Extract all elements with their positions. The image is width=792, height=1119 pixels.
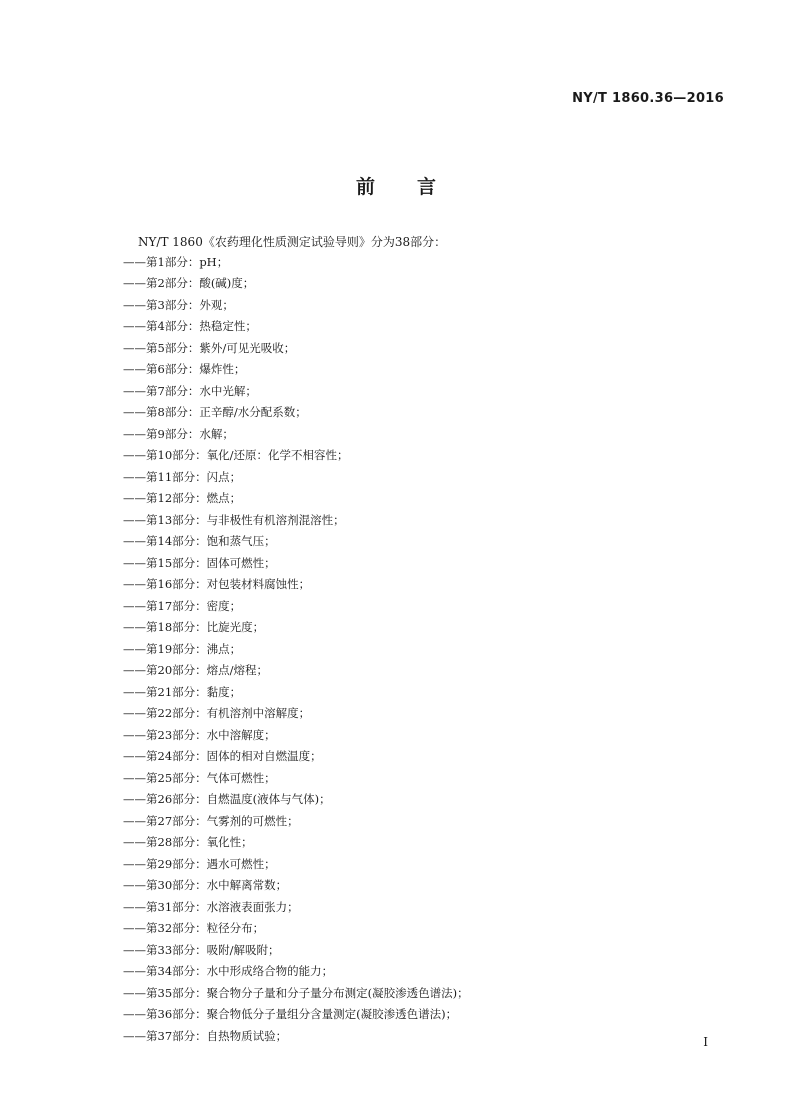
parts-list (123, 252, 469, 1048)
list-item: ——第14部分：饱和蒸气压； (123, 534, 276, 548)
standard-number: NY/T 1860.36—2016 (572, 91, 724, 106)
list-item: ——第10部分：氧化/还原：化学不相容性； (123, 448, 349, 462)
list-item: ——第33部分：吸附/解吸附； (123, 942, 280, 957)
list-item: ——第13部分：与非极性有机溶剂混溶性； (123, 512, 345, 527)
list-item: ——第24部分：固体的相对自燃温度； (123, 749, 322, 763)
list-item: ——第1部分：pH； (123, 254, 229, 269)
list-item: ——第25部分：气体可燃性； (123, 770, 276, 785)
list-item: ——第11部分：闪点； (123, 469, 242, 484)
list-item: ——第17部分：密度； (123, 598, 242, 613)
page-number: I (703, 1035, 708, 1049)
page-title: 前言 (355, 176, 478, 198)
list-item: ——第9部分：水解； (123, 426, 234, 441)
list-item: ——第5部分：紫外/可见光吸收； (123, 340, 296, 355)
list-item: ——第21部分：黏度； (123, 684, 242, 699)
list-item: ——第16部分：对包装材料腐蚀性； (123, 577, 311, 591)
list-item: ——第2部分：酸(碱)度； (123, 276, 255, 290)
list-item: ——第29部分：遇水可燃性； (123, 856, 276, 871)
list-item: ——第22部分：有机溶剂中溶解度； (123, 706, 311, 720)
list-item: ——第30部分：水中解离常数； (123, 878, 288, 892)
list-item: ——第37部分：自热物质试验； (123, 1028, 288, 1043)
list-item: ——第34部分：水中形成络合物的能力； (123, 964, 334, 978)
list-item: ——第19部分：沸点； (123, 641, 242, 656)
list-item: ——第26部分：自燃温度(液体与气体)； (123, 792, 331, 806)
list-item: ——第18部分：比旋光度； (123, 620, 265, 634)
list-item: ——第35部分：聚合物分子量和分子量分布测定(凝胶渗透色谱法)； (123, 985, 469, 1000)
list-item: ——第20部分：熔点/熔程； (123, 663, 269, 677)
list-item: ——第4部分：热稳定性； (123, 319, 257, 333)
list-item: ——第32部分：粒径分布； (123, 921, 265, 935)
list-item: ——第6部分：爆炸性； (123, 362, 246, 376)
list-item: ——第15部分：固体可燃性； (123, 555, 276, 570)
intro-paragraph: NY/T 1860《农药理化性质测定试验导则》分为38部分： (138, 235, 447, 249)
list-item: ——第27部分：气雾剂的可燃性； (123, 813, 299, 828)
list-item: ——第8部分：正辛醇/水分配系数； (123, 405, 307, 419)
list-item: ——第7部分：水中光解； (123, 383, 257, 398)
list-item: ——第23部分：水中溶解度； (123, 727, 276, 742)
list-item: ——第31部分：水溶液表面张力； (123, 899, 299, 914)
list-item: ——第12部分：燃点； (123, 491, 242, 505)
list-item: ——第36部分：聚合物低分子量组分含量测定(凝胶渗透色谱法)； (123, 1007, 458, 1021)
list-item: ——第3部分：外观； (123, 297, 234, 312)
list-item: ——第28部分：氧化性； (123, 835, 253, 849)
